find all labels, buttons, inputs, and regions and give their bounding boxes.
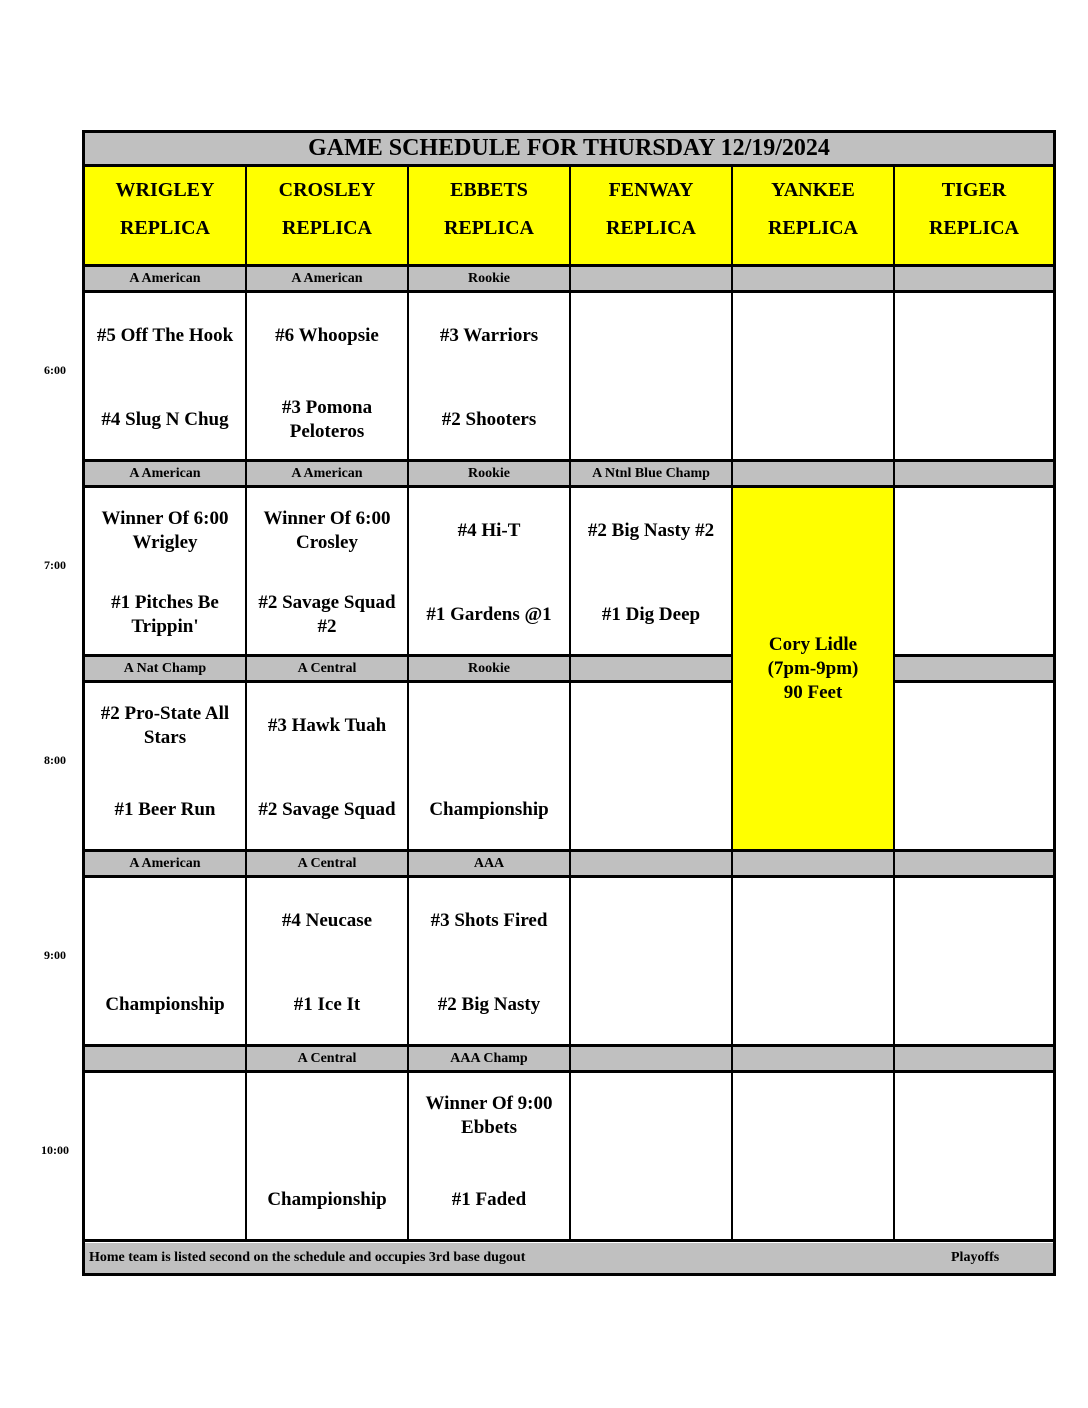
reserved-text: (7pm-9pm) — [767, 657, 859, 679]
game-cell — [733, 293, 895, 462]
home-team: #1 Faded — [451, 1189, 527, 1210]
away-team — [575, 691, 727, 761]
away-team: #4 Neucase — [281, 910, 373, 931]
field-name: FENWAY — [608, 179, 694, 201]
division-label — [733, 852, 895, 878]
home-team — [575, 385, 727, 455]
game-cell — [409, 293, 571, 462]
playoffs-legend: Playoffs — [951, 1250, 1000, 1265]
game-cell — [733, 1073, 895, 1242]
division-label — [85, 1047, 247, 1073]
home-team: #4 Slug N Chug — [101, 409, 229, 430]
division-label: A American — [247, 267, 409, 293]
game-cell — [733, 878, 895, 1047]
division-label: A Ntnl Blue Champ — [571, 462, 733, 488]
home-team — [899, 970, 1049, 1040]
division-label: Rookie — [409, 657, 571, 683]
away-team — [413, 691, 565, 761]
game-cell — [895, 683, 1053, 852]
game-cell — [247, 488, 409, 657]
field-type: REPLICA — [119, 217, 210, 239]
field-name: CROSLEY — [278, 179, 376, 201]
away-team: #2 Pro-State All Stars — [100, 703, 230, 748]
footer-bar — [85, 1243, 1053, 1273]
field-type: REPLICA — [605, 217, 696, 239]
game-cell — [409, 683, 571, 852]
away-team: #3 Hawk Tuah — [267, 715, 387, 736]
game-cell — [247, 293, 409, 462]
away-team: #3 Warriors — [439, 325, 539, 346]
field-name: YANKEE — [771, 179, 855, 201]
home-team — [89, 1165, 241, 1235]
division-label — [895, 267, 1053, 293]
game-cell — [571, 488, 733, 657]
away-team — [251, 1081, 403, 1151]
home-team: #2 Big Nasty — [437, 994, 541, 1015]
field-name: WRIGLEY — [115, 179, 215, 201]
home-team — [899, 775, 1049, 845]
game-cell — [85, 878, 247, 1047]
yankee-reserved-block — [733, 488, 895, 852]
division-label — [895, 1047, 1053, 1073]
away-team — [89, 886, 241, 956]
field-header-ebbets — [409, 167, 571, 267]
field-header-fenway — [571, 167, 733, 267]
division-label — [895, 462, 1053, 488]
reserved-text: Cory Lidle — [768, 633, 858, 655]
away-team: #4 Hi-T — [457, 520, 521, 541]
away-team — [737, 886, 889, 956]
home-team — [575, 775, 727, 845]
field-type: REPLICA — [443, 217, 534, 239]
away-team — [899, 691, 1049, 761]
division-label: A American — [85, 852, 247, 878]
field-header-yankee — [733, 167, 895, 267]
home-team: #2 Shooters — [441, 409, 537, 430]
division-label: A Central — [247, 1047, 409, 1073]
away-team — [899, 1081, 1049, 1151]
field-name: EBBETS — [450, 179, 528, 201]
away-team: Winner Of 6:00 Wrigley — [101, 508, 229, 553]
game-cell — [895, 293, 1053, 462]
field-type: REPLICA — [928, 217, 1019, 239]
away-team — [737, 1081, 889, 1151]
away-team — [899, 886, 1049, 956]
time-label: 9:00 — [44, 948, 66, 962]
away-team — [575, 301, 727, 371]
home-team — [899, 1165, 1049, 1235]
home-team: Championship — [267, 1189, 387, 1210]
home-team — [737, 1165, 889, 1235]
reserved-text: 90 Feet — [783, 681, 843, 703]
home-team — [737, 970, 889, 1040]
division-label: A American — [85, 462, 247, 488]
home-team: #1 Ice It — [293, 994, 361, 1015]
schedule-sheet — [82, 130, 1056, 1276]
division-label — [895, 657, 1053, 683]
division-label — [571, 852, 733, 878]
division-label — [895, 852, 1053, 878]
home-team — [575, 1165, 727, 1235]
division-label: A American — [85, 267, 247, 293]
game-cell — [571, 293, 733, 462]
away-team: Winner Of 9:00 Ebbets — [425, 1093, 553, 1138]
home-team: #1 Pitches Be Trippin' — [111, 592, 219, 637]
home-team — [737, 385, 889, 455]
home-team: #2 Savage Squad #2 — [258, 592, 396, 637]
home-team — [899, 580, 1049, 650]
division-label: Rookie — [409, 267, 571, 293]
away-team: #2 Big Nasty #2 — [587, 520, 715, 541]
home-team: #1 Gardens @1 — [426, 604, 552, 625]
division-label: Rookie — [409, 462, 571, 488]
game-cell — [85, 488, 247, 657]
game-cell — [571, 1073, 733, 1242]
home-team: #3 Pomona Peloteros — [281, 397, 373, 442]
game-cell — [571, 683, 733, 852]
division-label — [733, 1047, 895, 1073]
field-type: REPLICA — [767, 217, 858, 239]
home-team: #1 Dig Deep — [601, 604, 701, 625]
away-team — [737, 301, 889, 371]
game-cell — [409, 878, 571, 1047]
away-team: #3 Shots Fired — [430, 910, 548, 931]
home-team — [899, 385, 1049, 455]
division-label: AAA — [409, 852, 571, 878]
away-team — [575, 886, 727, 956]
game-cell — [247, 1073, 409, 1242]
time-label: 7:00 — [44, 558, 66, 572]
division-label — [733, 462, 895, 488]
schedule-title: GAME SCHEDULE FOR THURSDAY 12/19/2024 — [85, 133, 1053, 167]
game-cell — [895, 1073, 1053, 1242]
division-label — [571, 657, 733, 683]
time-label: 10:00 — [41, 1143, 69, 1157]
field-header-wrigley — [85, 167, 247, 267]
away-team — [89, 1081, 241, 1151]
time-label: 8:00 — [44, 753, 66, 767]
field-header-tiger — [895, 167, 1053, 267]
home-team: #2 Savage Squad — [258, 799, 396, 820]
game-cell — [571, 878, 733, 1047]
away-team — [575, 1081, 727, 1151]
home-team: Championship — [105, 994, 225, 1015]
game-cell — [409, 488, 571, 657]
away-team: Winner Of 6:00 Crosley — [263, 508, 391, 553]
away-team — [899, 301, 1049, 371]
division-label: A Central — [247, 852, 409, 878]
game-cell — [895, 878, 1053, 1047]
home-team: #1 Beer Run — [114, 799, 216, 820]
game-cell — [895, 488, 1053, 657]
division-label — [733, 267, 895, 293]
field-name: TIGER — [941, 179, 1007, 201]
away-team — [899, 496, 1049, 566]
time-label: 6:00 — [44, 363, 66, 377]
game-cell — [247, 683, 409, 852]
home-team — [575, 970, 727, 1040]
game-cell — [409, 1073, 571, 1242]
game-cell — [247, 878, 409, 1047]
division-label: AAA Champ — [409, 1047, 571, 1073]
away-team: #5 Off The Hook — [96, 325, 234, 346]
game-cell — [85, 683, 247, 852]
away-team: #6 Whoopsie — [275, 325, 379, 346]
field-header-crosley — [247, 167, 409, 267]
division-label: A Nat Champ — [85, 657, 247, 683]
game-cell — [85, 1073, 247, 1242]
home-team: Championship — [429, 799, 549, 820]
game-cell — [85, 293, 247, 462]
division-label: A American — [247, 462, 409, 488]
footer-note: Home team is listed second on the schedule and occupies 3rd base dugout — [89, 1250, 526, 1265]
division-label — [571, 1047, 733, 1073]
field-type: REPLICA — [281, 217, 372, 239]
division-label — [571, 267, 733, 293]
division-label: A Central — [247, 657, 409, 683]
